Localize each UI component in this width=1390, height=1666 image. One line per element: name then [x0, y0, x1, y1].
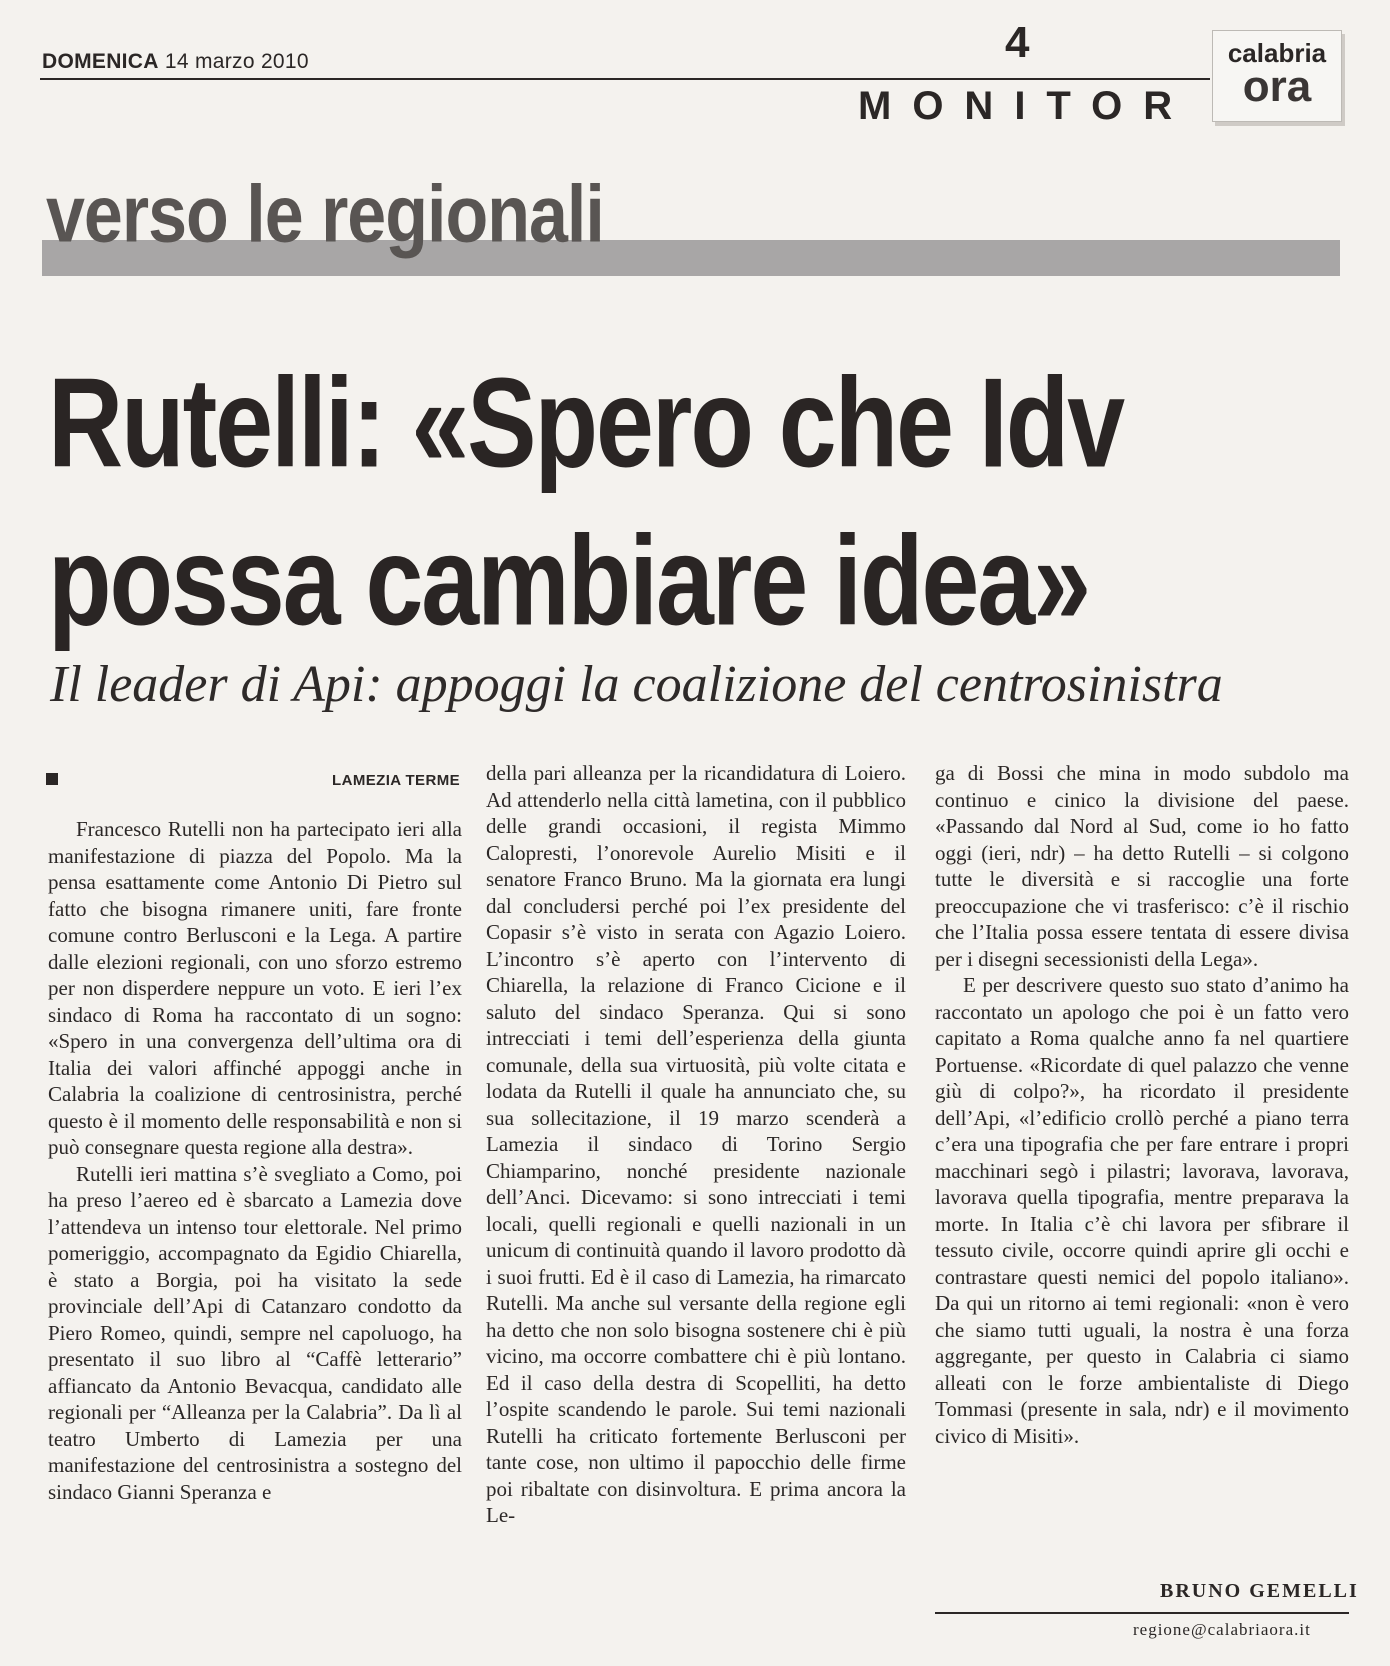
masthead-date [42, 50, 309, 74]
byline-rule [935, 1612, 1349, 1614]
logo-text-top: calabria [1227, 38, 1327, 68]
masthead-date-text: 14 marzo 2010 [164, 50, 309, 73]
paragraph: E per descrivere questo suo stato d’animo ha raccontato un apologo che poi è un fatto vero capitato a Roma qualche anno fa nel quartiere Portuense. «Ricordate di quel palazzo che venne giù di colpo?», ha ricordato il presidente dell’Api, «l’edificio crollò perché a piano terra c’era una tipografia che per fare entrare i propri macchinari segò i pilastri; lavorava, lavorava, lavorava quella tipografia, mentre preparava la morte. In Italia c’è chi lavora per sfibrare il tessuto civile, occorre quindi aprire gli occhi e contrastare questi nemici del popolo italiano». Da qui un ritorno ai temi regionali: «non è vero che siamo tutti uguali, la nostra è una forza aggregante, per questo in Calabria ci siamo alleati con le forze ambientaliste di Diego Tommasi (presente in sala, ndr) e il movimento civico di Misiti». [935, 973, 1349, 1448]
paragraph: Rutelli ieri mattina s’è svegliato a Como, poi ha preso l’aereo ed è sbarcato a Lamezia dove l’attendeva un intenso tour elettorale. Nel primo pomeriggio, accompagnato da Egidio Chiarella, è stato a Borgia, poi ha visitato la sede provinciale dell’Api di Catanzaro condotto da Piero Romeo, quindi, sempre nel capoluogo, ha presentato il suo libro al “Caffè letterario” affiancato da Antonio Bevacqua, candidato alle regionali per “Alleanza per la Calabria”. Da lì al teatro Umberto di Lamezia per una manifestazione del centrosinistra a sostegno del sindaco Gianni Speranza e [48, 1161, 462, 1504]
subheadline: Il leader di Api: appoggi la coalizione del centrosinistra [50, 656, 1223, 713]
paragraph: ga di Bossi che mina in modo subdolo ma continuo e cinico la divisione del paese. «Passando dal Nord al Sud, come io ho fatto oggi (ieri, ndr) – ha detto Rutelli – si colgono tutte le diversità e si raccoglie una forte preoccupazione che vi trasferisco: c’è il rischio che l’Italia possa essere tentata di essere divisa per i disegni secessionisti della Lega». [935, 761, 1349, 971]
paragraph: della pari alleanza per la ricandidatura di Loiero. Ad attenderlo nella città lametina, con il pubblico delle grandi occasioni, il regista Mimmo Calopresti, l’onorevole Aurelio Misiti e il senatore Franco Bruno. Ma la giornata era lungi dal concludersi perché poi l’ex presidente del Copasir s’è visto in serata con Agazio Loiero. L’incontro s’è aperto con l’intervento di Chiarella, la relazione di Franco Cicione e il saluto del sindaco Speranza. Qui si sono intrecciati i temi dell’esperienza della giunta comunale, della sua virtuosità, più volte citata e lodata da Rutelli il quale ha annunciato che, su sua sollecitazione, il 19 marzo scenderà a Lamezia il sindaco di Torino Sergio Chiamparino, nonché presidente nazionale dell’Anci. Dicevamo: si sono intrecciati i temi locali, quelli regionali e quelli nazionali in un unicum di continuità quando il lavoro prodotto dà i suoi frutti. Ed è il caso di Lamezia, ha rimarcato Rutelli. Ma anche sul versante della regione egli ha detto che non solo bisogna sostenere chi è più vicino, ma occorre combattere chi è più lontano. Ed il caso della destra di Scopelliti, ha detto l’ospite scandendo le parole. Sui temi nazionali Rutelli ha criticato fortemente Berlusconi per tante cose, non ultimo il papocchio delle firme poi ribaltate con disinvoltura. E prima ancora la Le- [486, 761, 906, 1527]
headline-line-2: possa cambiare idea» [48, 511, 1090, 653]
article-column-1 [48, 816, 462, 1505]
author-email[interactable]: regione@calabriaora.it [1133, 1620, 1311, 1639]
newspaper-logo [1212, 30, 1342, 122]
section-label: MONITOR [858, 84, 1194, 128]
kicker: verso le regionali [46, 169, 604, 259]
page-number: 4 [1005, 18, 1030, 67]
article-column-3 [935, 760, 1349, 1449]
masthead-day: DOMENICA [42, 50, 159, 73]
paragraph: Francesco Rutelli non ha partecipato ieri alla manifestazione di piazza del Popolo. Ma la pensa esattamente come Antonio Di Pietro sul fatto che bisogna rimanere uniti, fare fronte comune contro Berlusconi e la Lega. A partire dalle elezioni regionali, con uno sforzo estremo per non disperdere neppure un voto. E ieri l’ex sindaco di Roma ha raccontato di un sogno: «Spero in una convergenza dell’ultima ora di Italia dei valori affinché appoggi anche in Calabria la coalizione di centrosinistra, perché questo è il momento delle responsabilità e non si può consegnare questa regione alla destra». [48, 817, 462, 1159]
headline-line-1: Rutelli: «Spero che Idv [48, 353, 1124, 495]
dateline: LAMEZIA TERME [332, 772, 460, 789]
logo-text-bottom: ora [1242, 62, 1312, 111]
byline: BRUNO GEMELLI [1160, 1580, 1359, 1602]
article-column-2 [486, 760, 906, 1529]
square-bullet-icon [46, 773, 58, 785]
header-rule [40, 78, 1210, 80]
